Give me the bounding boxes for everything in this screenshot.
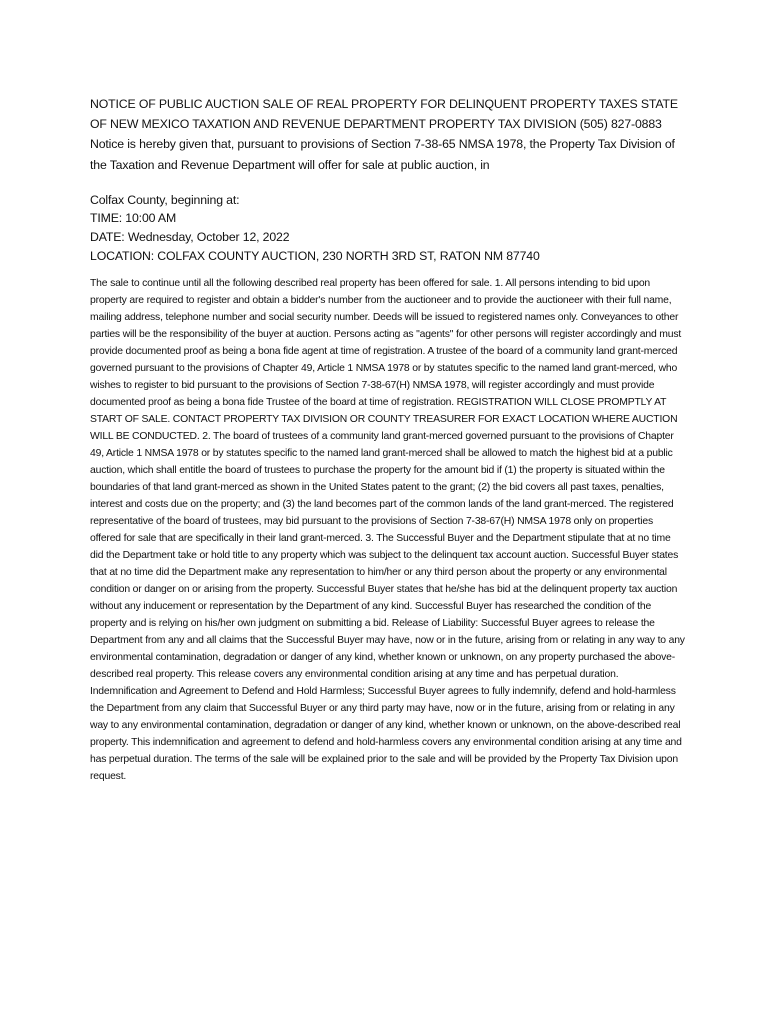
county-line: Colfax County, beginning at: — [90, 192, 240, 207]
auction-details — [90, 191, 686, 265]
notice-intro-paragraph: NOTICE OF PUBLIC AUCTION SALE OF REAL PROPERTY FOR DELINQUENT PROPERTY TAXES STATE OF NEW MEXICO TAXATION AND REVENUE DEPARTMENT PROPERTY TAX DIVISION (505) 827-0883 Notice is hereby given that, pursuant to provisions of Section 7-38-65 NMSA 1978, the Property Tax Division of the Taxation and Revenue Department will offer for sale at public auction, in — [90, 97, 678, 172]
auction-time: TIME: 10:00 AM — [90, 211, 177, 226]
auction-location: LOCATION: COLFAX COUNTY AUCTION, 230 NORTH 3RD ST, RATON NM 87740 — [90, 248, 540, 263]
notice-terms-paragraph: The sale to continue until all the following described real property has been offered for sale. 1. All persons intending to bid upon property are required to register and obtain a bidder's number from the auctioneer and to provide the auctioneer with their full name, mailing address, telephone number and social security number. Deeds will be issued to registered names only. Conveyances to other parties will be the responsibility of the buyer at auction. Persons acting as "agents" for other persons will register accordingly and must provide documented proof as being a bona fide agent at time of registration. A trustee of the board of a community land grant-merced governed pursuant to the provisions of Chapter 49, Article 1 NMSA 1978 or by statutes specific to the named land grant-merced, who wishes to register to bid pursuant to the provisions of Section 7-38-67(H) NMSA 1978, will register accordingly and must provide documented proof as being a bona fide Trustee of the board at time of registration. REGISTRATION WILL CLOSE PROMPTLY AT START OF SALE. CONTACT PROPERTY TAX DIVISION OR COUNTY TREASURER FOR EXACT LOCATION WHERE AUCTION WILL BE CONDUCTED. 2. The board of trustees of a community land grant-merced governed pursuant to the provisions of Chapter 49, Article 1 NMSA 1978 or by statutes specific to the named land grant-merced shall be allowed to match the highest bid at a public auction, which shall entitle the board of trustees to purchase the property for the amount bid if (1) the property is situated within the boundaries of that land grant-merced as shown in the United States patent to the grant; (2) the bid covers all past taxes, penalties, interest and costs due on the property; and (3) the land becomes part of the common lands of the land grant-merced. The registered representative of the board of trustees, may bid pursuant to the provisions of Section 7-38-67(H) NMSA 1978 only on properties offered for sale that are specifically in their land grant-merced. 3. The Successful Buyer and the Department stipulate that at no time did the Department take or hold title to any property which was subject to the delinquent tax account auction. Successful Buyer states that at no time did the Department make any representation to him/her or any third person about the property or any environmental condition or danger on or arising from the property. Successful Buyer states that he/she has bid at the delinquent property tax auction without any inducement or representation by the Department of any kind. Successful Buyer has researched the condition of the property and is relying on his/her own judgment on submitting a bid. Release of Liability: Successful Buyer agrees to release the Department from any and all claims that the Successful Buyer may have, now or in the future, arising from or relating in any way to any environmental contamination, degradation or danger of any kind, whether known or unknown, on any property purchased the above-described real property. This release covers any environmental condition arising at any time and has perpetual duration. Indemnification and Agreement to Defend and Hold Harmless; Successful Buyer agrees to fully indemnify, defend and hold-harmless the Department from any claim that Successful Buyer or any third party may have, now or in the future, arising from or relating in any way to any environmental contamination, degradation or danger of any kind, whether known or unknown, on the above-described real property. This indemnification and agreement to defend and hold-harmless covers any environmental condition arising at any time and has perpetual duration. The terms of the sale will be explained prior to the sale and will be provided by the Property Tax Division upon request. — [90, 278, 685, 783]
document-page — [90, 94, 686, 785]
auction-date: DATE: Wednesday, October 12, 2022 — [90, 230, 290, 244]
